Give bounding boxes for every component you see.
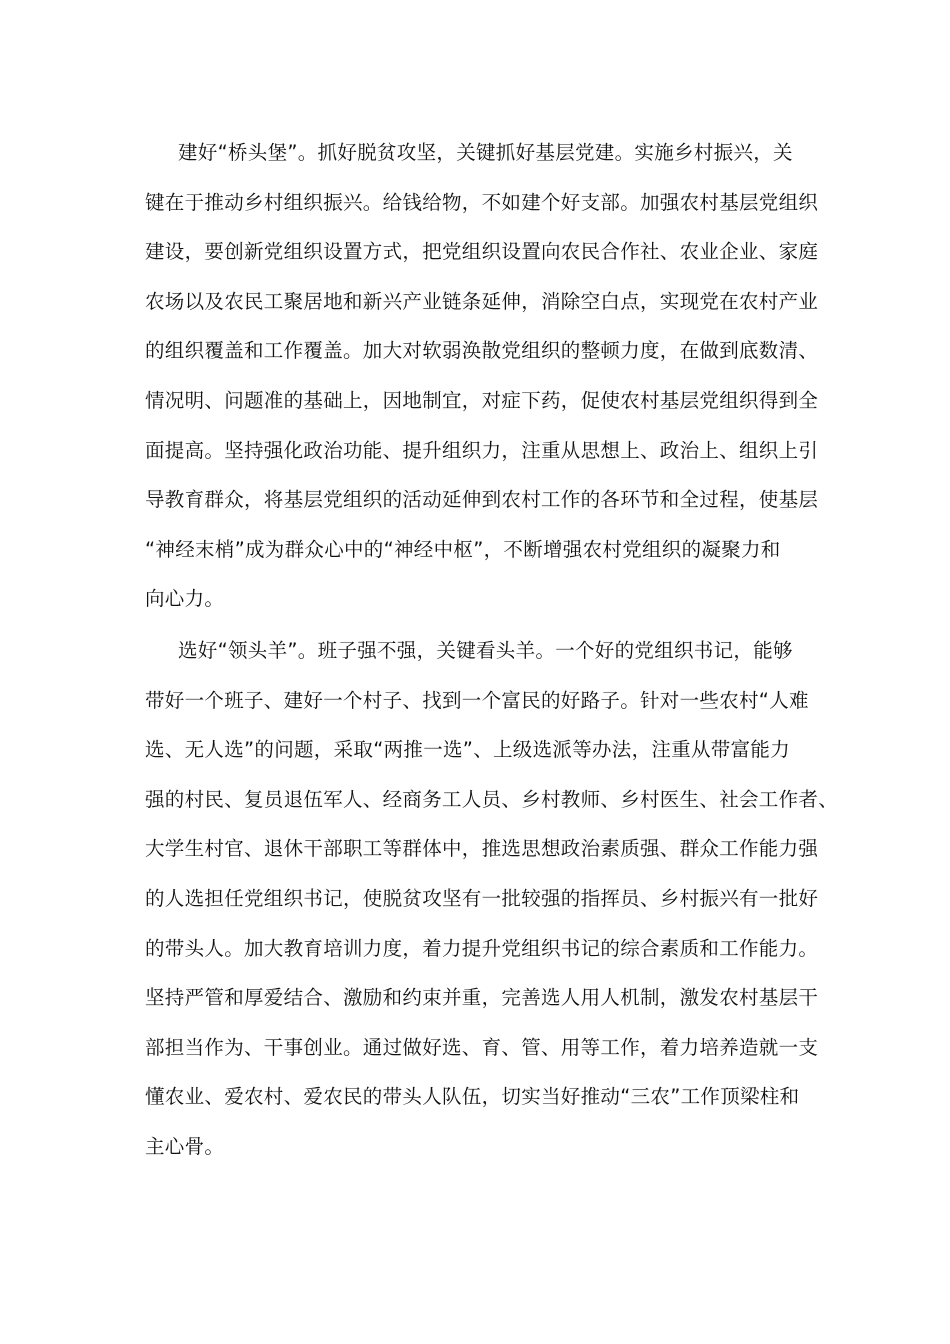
text-line: “神经末梢”成为群众心中的“神经中枢”，不断增强农村党组织的凝聚力和 (145, 537, 781, 561)
text-line: 的带头人。加大教育培训力度，着力提升党组织书记的综合素质和工作能力。 (145, 936, 819, 960)
text-line: 大学生村官、退休干部职工等群体中，推选思想政治素质强、群众工作能力强 (145, 837, 819, 861)
text-line: 部担当作为、干事创业。通过做好选、育、管、用等工作，着力培养造就一支 (145, 1035, 819, 1059)
text-line: 向心力。 (145, 587, 225, 611)
text-line: 带好一个班子、建好一个村子、找到一个富民的好路子。针对一些农村“人难 (145, 688, 809, 712)
text-line: 坚持严管和厚爱结合、激励和约束并重，完善选人用人机制，激发农村基层干 (145, 986, 819, 1010)
text-line: 选好“领头羊”。班子强不强，关键看头羊。一个好的党组织书记，能够 (178, 638, 793, 662)
text-line: 农场以及农民工聚居地和新兴产业链条延伸，消除空白点，实现党在农村产业 (145, 289, 819, 313)
text-line: 面提高。坚持强化政治功能、提升组织力，注重从思想上、政治上、组织上引 (145, 438, 819, 462)
paragraph-bellwether (145, 626, 839, 1172)
text-line: 的人选担任党组织书记，使脱贫攻坚有一批较强的指挥员、乡村振兴有一批好 (145, 886, 819, 910)
text-line: 的组织覆盖和工作覆盖。加大对软弱涣散党组织的整顿力度，在做到底数清、 (145, 339, 819, 363)
text-line: 建好“桥头堡”。抓好脱贫攻坚，关键抓好基层党建。实施乡村振兴，关 (178, 141, 793, 164)
text-line: 懂农业、爱农村、爱农民的带头人队伍，切实当好推动“三农”工作顶梁柱和 (145, 1085, 800, 1109)
text-line: 键在于推动乡村组织振兴。给钱给物，不如建个好支部。加强农村基层党组织 (145, 190, 819, 214)
text-line: 建设，要创新党组织设置方式，把党组织设置向农民合作社、农业企业、家庭 (145, 240, 819, 264)
paragraph-bridgehead (145, 128, 819, 624)
text-line: 情况明、问题准的基础上，因地制宜，对症下药，促使农村基层党组织得到全 (145, 388, 819, 412)
document-body (145, 128, 839, 1171)
text-line: 导教育群众，将基层党组织的活动延伸到农村工作的各环节和全过程，使基层 (145, 488, 819, 512)
text-line: 强的村民、复员退伍军人、经商务工人员、乡村教师、乡村医生、社会工作者、 (145, 787, 839, 811)
text-line: 主心骨。 (145, 1134, 225, 1158)
text-line: 选、无人选”的问题，采取“两推一选”、上级选派等办法，注重从带富能力 (145, 738, 791, 762)
